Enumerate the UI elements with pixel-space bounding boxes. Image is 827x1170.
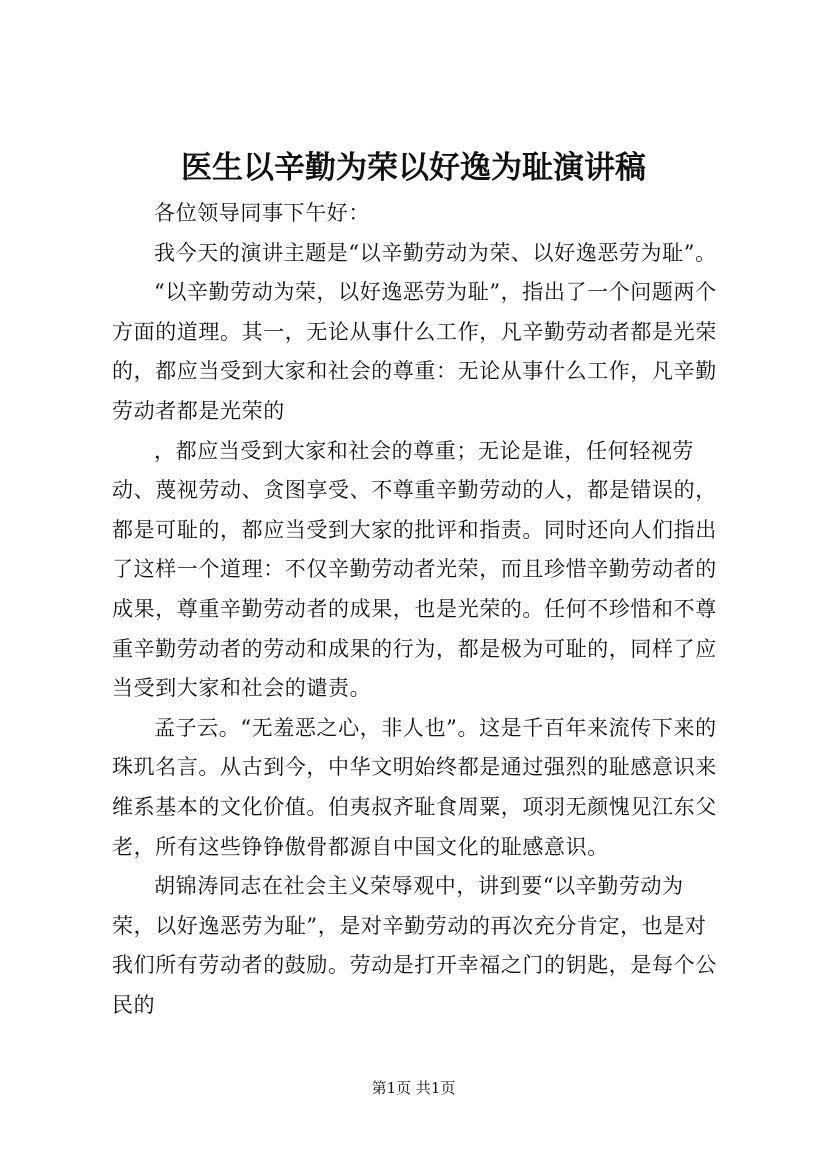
page-number-footer: 第1页 共1页	[371, 1079, 456, 1097]
document-title: 医生以辛勤为荣以好逸为耻演讲稿	[181, 150, 646, 186]
paragraph-hu-jintao: 胡锦涛同志在社会主义荣辱观中，讲到要“以辛勤劳动为荣，以好逸恶劳为耻”，是对辛勤劳动的再次充分肯定，也是对我们所有劳动者的鼓励。劳动是打开幸福之门的钥匙，是每个公民的	[112, 874, 717, 1017]
paragraph-meaning: “以辛勤劳动为荣，以好逸恶劳为耻”，指出了一个问题两个方面的道理。其一，无论从事什么工作，凡辛勤劳动者都是光荣的，都应当受到大家和社会的尊重：无论从事什么工作，凡辛勤劳动者都是光荣的	[112, 280, 717, 423]
paragraph-respect: ，都应当受到大家和社会的尊重；无论是谁，任何轻视劳动、蔑视劳动、贪图享受、不尊重辛勤劳动的人，都是错误的，都是可耻的，都应当受到大家的批评和指责。同时还向人们指出了这样一个道理：不仅辛勤劳动者光荣，而且珍惜辛勤劳动者的成果，尊重辛勤劳动者的成果，也是光荣的。任何不珍惜和不尊重辛勤劳动者的劳动和成果的行为，都是极为可耻的，同样了应当受到大家和社会的谴责。	[112, 438, 717, 701]
paragraph-topic: 我今天的演讲主题是“以辛勤劳动为荣、以好逸恶劳为耻”。	[154, 240, 717, 265]
paragraph-mencius: 孟子云。“无羞恶之心，非人也”。这是千百年来流传下来的珠玑名言。从古到今，中华文明始终都是通过强烈的耻感意识来维系基本的文化价值。伯夷叔齐耻食周粟，项羽无颜愧见江东父老，所有这些铮铮傲骨都源自中国文化的耻感意识。	[112, 715, 717, 859]
paragraph-greeting: 各位领导同事下午好：	[154, 201, 370, 225]
document-body	[112, 194, 724, 1025]
